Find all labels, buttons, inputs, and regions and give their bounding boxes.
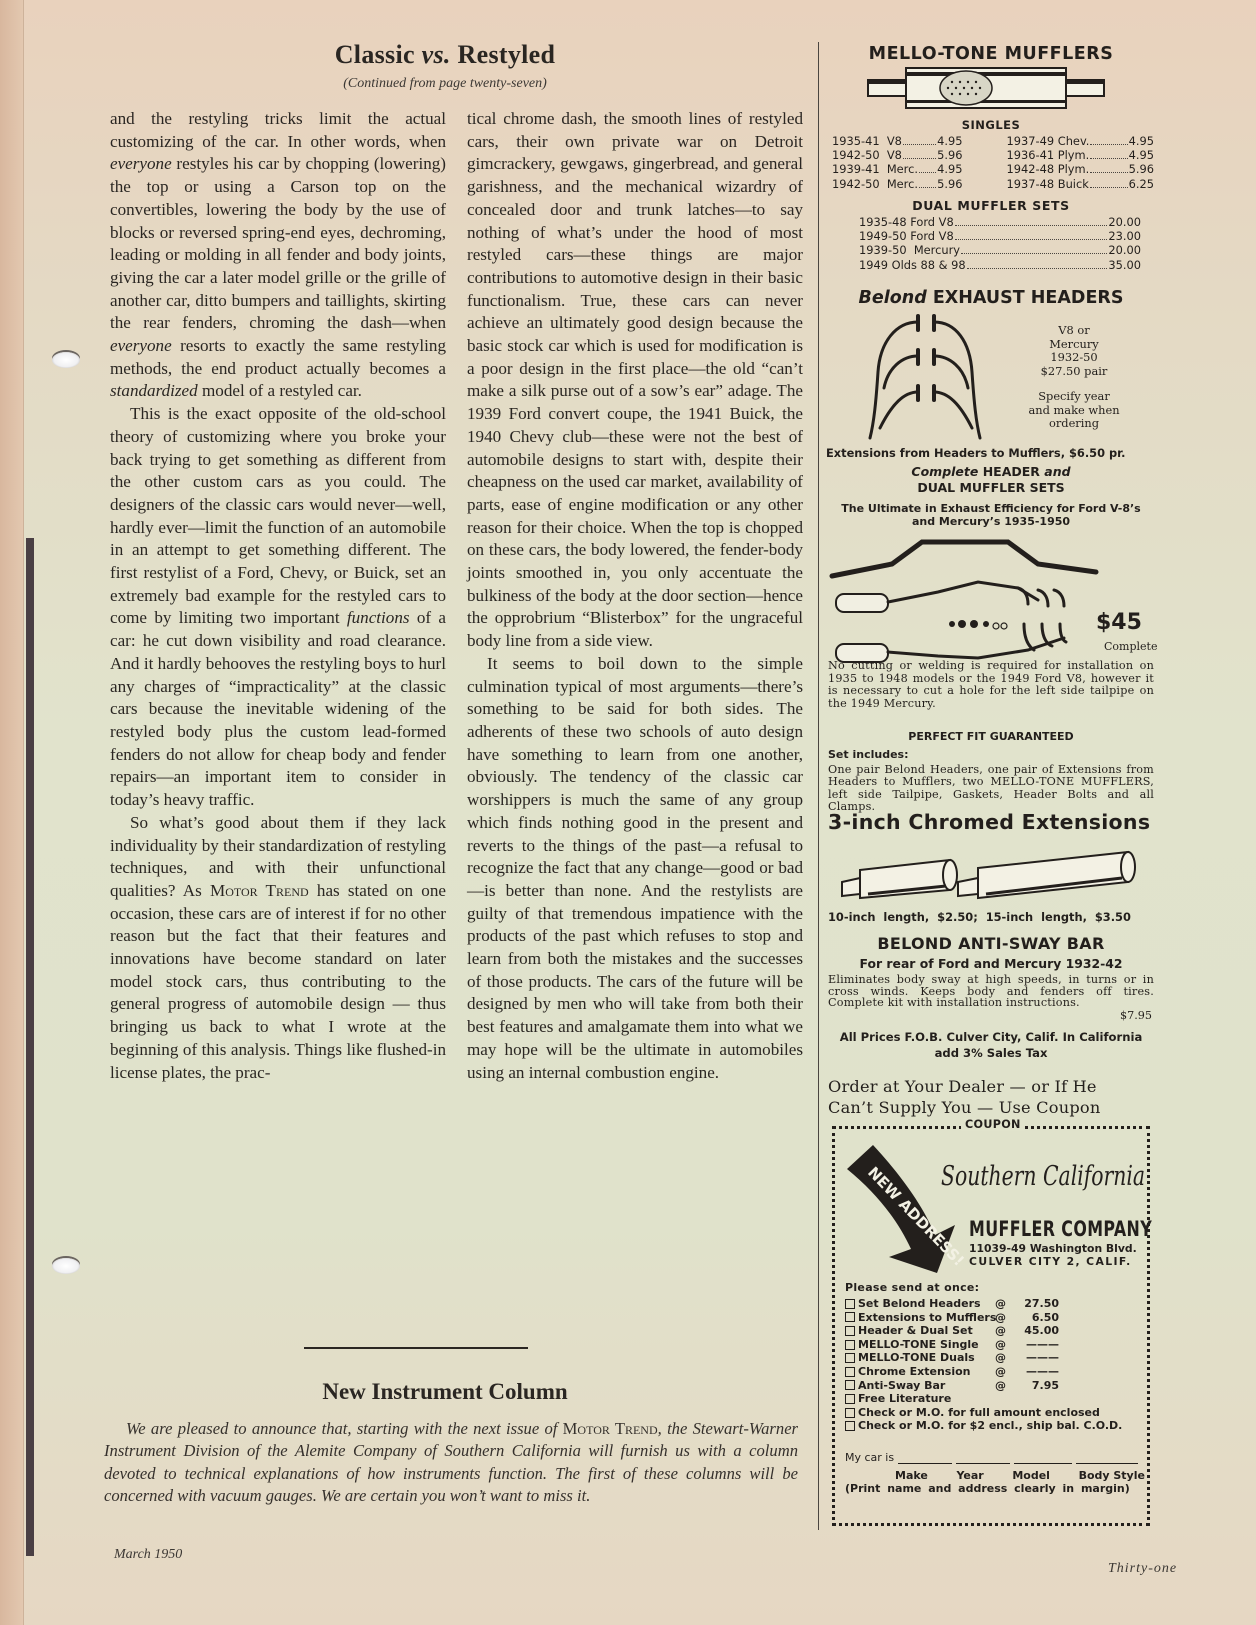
singles-cell (832, 177, 987, 191)
headers-specify-line: Specify year (1038, 389, 1110, 403)
price-entry (832, 148, 963, 162)
singles-cell (987, 148, 1154, 162)
coupon-item-at: @ (995, 1310, 1006, 1324)
singles-row (832, 162, 1154, 176)
car-model-blank[interactable] (1014, 1454, 1072, 1464)
article-continuation-note: (Continued from page twenty-seven) (343, 76, 547, 91)
checkbox[interactable] (845, 1408, 855, 1418)
emphasis-text: everyone (110, 336, 172, 356)
dot-leader (1090, 187, 1128, 188)
coupon-item-price: ——— (1026, 1364, 1059, 1378)
southern-california-script (939, 1151, 1149, 1211)
article-column-middle (467, 108, 803, 1084)
coupon-item[interactable] (845, 1406, 1145, 1420)
issue-date: March 1950 (114, 1547, 183, 1562)
singles-cell (832, 162, 987, 176)
entry-name: 1942-50 V8 (832, 148, 902, 163)
announcement-text-a: We are pleased to announce that, starting with the next issue of (126, 1419, 563, 1438)
checkbox[interactable] (845, 1312, 855, 1322)
page-number: Thirty-one (1108, 1561, 1178, 1576)
coupon-label: COUPON (961, 1118, 1025, 1131)
coupon-item-name: Free Literature (858, 1392, 952, 1406)
car-year-blank[interactable] (956, 1454, 1010, 1464)
article-paragraph (110, 108, 446, 403)
car-make-blank[interactable] (898, 1454, 952, 1464)
title-part-b: Restyled (457, 40, 556, 69)
headers-info-line: Mercury (1049, 336, 1099, 351)
punch-hole (52, 1258, 80, 1274)
singles-cell (832, 134, 987, 148)
chromed-extensions-illustration (838, 846, 1138, 906)
checkbox[interactable] (845, 1380, 855, 1390)
ultimate-line: and Mercury’s 1935-1950 (911, 515, 1071, 528)
print-instructions: (Print name and address clearly in margin) (845, 1482, 1130, 1495)
car-field-label: Model (1012, 1469, 1050, 1482)
anti-sway-price: $7.95 (1119, 1009, 1152, 1022)
article-column-left (110, 108, 446, 1084)
exhaust-headers-illustration (866, 312, 986, 444)
company-address (969, 1243, 1137, 1268)
checkbox[interactable] (845, 1353, 855, 1363)
coupon-item[interactable] (845, 1338, 1145, 1352)
coupon-item-at: @ (995, 1297, 1006, 1310)
emphasis-text: everyone (110, 154, 172, 174)
paragraph-text: tical chrome dash, the smooth lines of restyled cars, their own private war on Detroit gimcrackery, gewgaws, gingerbread, and general garishness, and the mechanical wizardry of concealed door and trunk latches—to say nothing of what’s under the hood of most restyled cars—these things are major contributions to automotive design in their basic functionalism. True, these cars can never achieve an ultimately good design because the basic stock car which is used for modification is a poor design in the first place—the old “can’t make a silk purse out of a sow’s ear” adage. The 1939 Ford convert coupe, the 1941 Buick, the 1940 Chevy club—these were not the best of automobile designs to start with, despite their cheapness on the used car market, availability of parts, ease of engine modification or any other reason for their choice. When the top is chopped on these cars, the body lowered, the fender-body joints smoothed in, you only accentuate the bulkiness of the body at the door section—hence the opprobrium “Blisterbox” for the ungraceful body line from a side view. (467, 109, 803, 651)
coupon-item-name: MELLO-TONE Single (858, 1337, 979, 1351)
price-entry (832, 162, 963, 176)
paragraph-text: has stated on one occasion, these cars are of interest if for no other reason but the fact that their features and innovations have become standard on later model stock cars, thus contributing to the general progress of automobile design — thus bringing us back to what I wrote at the beginning of this analysis. Things like flushed-in license plates, the prac- (110, 880, 446, 1082)
price-entry (1007, 148, 1154, 162)
entry-price: 20.00 (1108, 215, 1141, 229)
complete-word: Complete (911, 464, 979, 479)
title-part-a: Classic (334, 40, 415, 69)
dot-leader (919, 172, 936, 173)
coupon-item-name: Anti-Sway Bar (858, 1378, 946, 1392)
coupon-item-at: @ (995, 1324, 1006, 1338)
entry-name: 1939-50 Mercury (859, 243, 961, 258)
fob-note (826, 1030, 1156, 1061)
ultimate-line: The Ultimate in Exhaust Efficiency for Ford V-8’s (841, 502, 1141, 515)
coupon-item-name: Check or M.O. for $2 encl., ship bal. C.O.D. (858, 1419, 1123, 1433)
coupon-item-name: MELLO-TONE Duals (858, 1351, 975, 1365)
price-entry (1007, 162, 1154, 176)
entry-name: 1949 Olds 88 & 98 (859, 257, 966, 272)
checkbox[interactable] (845, 1421, 855, 1431)
coupon-item-at: @ (995, 1364, 1006, 1378)
coupon-item[interactable] (845, 1324, 1145, 1338)
coupon-item-name: Header & Dual Set (858, 1324, 973, 1338)
singles-heading: SINGLES (961, 118, 1021, 132)
dot-leader (961, 253, 1107, 254)
checkbox[interactable] (845, 1326, 855, 1336)
entry-name: 1949-50 Ford V8 (859, 229, 954, 244)
checkbox[interactable] (845, 1367, 855, 1377)
entry-name: 1939-41 Merc. (832, 162, 918, 177)
headers-price: $27.50 pair (1040, 363, 1108, 378)
dot-leader (1090, 158, 1127, 159)
price-entry (1007, 134, 1154, 148)
entry-price: 6.25 (1128, 176, 1154, 191)
headers-info (998, 324, 1150, 431)
coupon-item-price: 27.50 (1024, 1297, 1059, 1310)
headers-specify-line: and make when (1028, 402, 1120, 417)
entry-price: 5.96 (937, 148, 963, 163)
complete-set-heading (826, 464, 1156, 496)
car-body-style-blank[interactable] (1076, 1454, 1138, 1464)
car-field-label: Make (895, 1469, 928, 1482)
coupon-item-price: 45.00 (1024, 1324, 1059, 1338)
dual-muffler-heading: DUAL MUFFLER SETS (912, 198, 1070, 213)
coupon-order-list (845, 1297, 1145, 1433)
car-field-label: Body Style (1078, 1469, 1145, 1482)
dot-leader (903, 158, 936, 159)
car-field-label: Year (956, 1469, 984, 1482)
coupon-item-name: Set Belond Headers (858, 1297, 981, 1310)
entry-price: 5.96 (937, 176, 963, 191)
announcement-body (104, 1418, 798, 1508)
dot-leader (1090, 144, 1127, 145)
car-field-labels (895, 1469, 1145, 1482)
dot-leader (919, 187, 936, 188)
singles-cell (987, 162, 1154, 176)
emphasis-text: standardized (110, 381, 198, 401)
section-divider (304, 1347, 528, 1349)
paragraph-text: So what’s good about them if they lack individuality by their standardization of restyling techniques, and with their unfunctional qualities? As (110, 812, 446, 900)
southern-california-text: Southern California (941, 1161, 1145, 1192)
price-entry (832, 177, 963, 191)
paragraph-text: and the restyling tricks limit the actual customizing of the car. In other words, when (110, 109, 446, 151)
set-price-label: Complete (1104, 640, 1158, 653)
entry-price: 5.96 (1128, 162, 1154, 177)
headers-specify-line: ordering (1048, 416, 1100, 430)
header-word: HEADER (982, 464, 1040, 479)
coupon-item[interactable] (845, 1365, 1145, 1379)
coupon-item-name: Check or M.O. for full amount enclosed (858, 1405, 1100, 1419)
entry-price: 4.95 (1128, 148, 1154, 163)
order-coupon[interactable] (832, 1118, 1153, 1526)
price-entry (859, 215, 1141, 229)
column-rule (818, 42, 819, 1530)
magazine-name: Motor Trend (210, 880, 309, 900)
dual-muffler-sets-word: DUAL MUFFLER SETS (917, 480, 1065, 495)
anti-sway-subheading: For rear of Ford and Mercury 1932-42 (859, 956, 1123, 971)
singles-row (832, 177, 1154, 191)
extensions-price-line: Extensions from Headers to Mufflers, $6.50 pr. (826, 446, 1126, 460)
mellotone-title: MELLO-TONE MUFFLERS (868, 44, 1114, 64)
chromed-extensions-heading: 3-inch Chromed Extensions (828, 810, 1151, 834)
entry-name: 1935-48 Ford V8 (859, 215, 954, 229)
order-line: Order at Your Dealer — or If He (828, 1077, 1097, 1096)
order-line: Can’t Supply You — Use Coupon (828, 1098, 1101, 1117)
entry-name: 1942-50 Merc. (832, 176, 918, 191)
entry-name: 1937-48 Buick (1006, 176, 1089, 191)
headers-info-line: 1932-50 (1050, 350, 1098, 364)
complete-set-illustration (828, 538, 1098, 668)
extension-lengths-prices: 10-inch length, $2.50; 15-inch length, $3.50 (828, 910, 1131, 924)
entry-name: 1936-41 Plym. (1006, 148, 1090, 163)
coupon-item-name: Extensions to Mufflers (858, 1310, 997, 1324)
checkbox[interactable] (845, 1394, 855, 1404)
coupon-item[interactable] (845, 1351, 1145, 1365)
paragraph-text: restyles his car by chopping (lowering) the top or using a Carson top on the convertibles, lowering the body by the use of blocks or reversed spring-end eyes, dechroming, leading or molding in all fender and body joints, giving the car a later model grille or the grille of another car, ditto bumpers and taillights, skirting the rear fenders, chroming the dash—when (110, 154, 446, 333)
price-entry (1007, 177, 1154, 191)
coupon-item-price: 6.50 (1031, 1310, 1059, 1324)
singles-row (832, 148, 1154, 162)
announcement-brand: Motor Trend (562, 1419, 658, 1438)
dot-leader (1090, 172, 1127, 173)
emphasis-text: functions (346, 608, 410, 628)
coupon-item-price: 7.95 (1031, 1378, 1059, 1392)
set-includes-text: One pair Belond Headers, one pair of Extensions from Headers to Mufflers, two MELLO-TONE MUFFLERS, left side Tailpipe, Gaskets, Header Bolts and all Clamps. (828, 763, 1154, 814)
please-send-heading: Please send at once: (845, 1281, 980, 1294)
entry-name: 1935-41 V8 (832, 134, 902, 148)
singles-cell (987, 177, 1154, 191)
article-paragraph (110, 812, 446, 1084)
dot-leader (955, 239, 1108, 240)
price-entry (859, 243, 1141, 257)
coupon-item[interactable] (845, 1379, 1145, 1393)
announcement-title: New Instrument Column (322, 1379, 568, 1404)
coupon-item-at: @ (995, 1351, 1006, 1365)
coupon-item-at: @ (995, 1337, 1006, 1351)
entry-price: 4.95 (1128, 134, 1154, 148)
entry-price: 35.00 (1108, 257, 1141, 272)
announcement-text-b: , the Stewart-Warner Instrument Division of the Alemite Company of Southern California will furnish us with a column devoted to technical explanations of how instruments function. The first of these columns will be concerned with vacuum gauges. We are certain you won’t want to miss it. (104, 1419, 799, 1506)
exhaust-headers-label: EXHAUST HEADERS (932, 288, 1124, 308)
dual-muffler-price-list (859, 215, 1141, 272)
new-address-text: NEW ADDRESS! (864, 1163, 968, 1270)
paragraph-text: It seems to boil down to the simple culmination typical of most arguments—there’s something to be said for both sides. The adherents of these two schools of auto design have something to learn from one another, obviously. The tendency of the classic car worshippers is much the same of any group which finds nothing good in the present and reverts to the things of the past—a refusal to recognize the fact that any change—good or bad—is better than none. And the restylists are guilty of that tremendous impatience with the products of the past which refuses to stop and learn from both the mistakes and the successes of those products. The cars of the future will be designed by men who will take from both their best features and amalgamate them into what we may hope will be the ultimate in automobiles using an internal combustion engine. (467, 653, 803, 1082)
set-price: $45 (1096, 610, 1142, 635)
coupon-item-at: @ (995, 1378, 1006, 1392)
paragraph-text: model of a restyled car. (197, 381, 362, 401)
my-car-field[interactable] (845, 1451, 1145, 1464)
headers-info-line: V8 or (1058, 323, 1090, 337)
dot-leader (903, 144, 936, 145)
entry-price: 23.00 (1108, 229, 1141, 244)
belond-headers-heading (826, 288, 1156, 308)
punch-hole (52, 352, 80, 368)
and-word: and (1044, 464, 1071, 479)
singles-price-list (832, 134, 1154, 191)
entry-price: 4.95 (937, 134, 963, 148)
coupon-item-price: ——— (1026, 1337, 1059, 1351)
entry-price: 20.00 (1108, 243, 1141, 258)
article-paragraph (467, 653, 803, 1084)
set-includes-heading: Set includes: (828, 748, 909, 761)
coupon-item[interactable] (845, 1297, 1145, 1311)
singles-cell (832, 148, 987, 162)
muffler-illustration (866, 66, 1106, 110)
article-paragraph (467, 108, 803, 653)
price-entry (859, 229, 1141, 243)
checkbox[interactable] (845, 1299, 855, 1309)
perfect-fit-guarantee: PERFECT FIT GUARANTEED (908, 730, 1074, 743)
order-callout (828, 1076, 1156, 1118)
belond-brand: Belond (858, 288, 927, 308)
address-line: CULVER CITY 2, CALIF. (969, 1254, 1132, 1268)
singles-row (832, 134, 1154, 148)
fob-line: add 3% Sales Tax (934, 1045, 1048, 1060)
anti-sway-heading: BELOND ANTI-SWAY BAR (877, 934, 1105, 953)
entry-name: 1937-49 Chev. (1006, 134, 1090, 148)
title-vs: vs. (421, 40, 451, 69)
my-car-label: My car is (845, 1451, 895, 1464)
page-spine (0, 0, 24, 1625)
entry-price: 4.95 (937, 162, 963, 177)
article-paragraph (110, 403, 446, 812)
anti-sway-description: Eliminates body sway at high speeds, in turns or in cross winds. Keeps body and fenders off tires. Complete kit with installation instructions. (828, 973, 1154, 1010)
installation-note: No cutting or welding is required for installation on 1935 to 1948 models or the 1949 Ford V8, however it is necessary to cut a hole for the left side tailpipe on the 1949 Mercury. (828, 659, 1154, 710)
coupon-item[interactable] (845, 1392, 1145, 1406)
coupon-item[interactable] (845, 1419, 1145, 1433)
price-entry (832, 134, 963, 148)
coupon-item-name: Chrome Extension (858, 1364, 971, 1378)
address-line: 11039-49 Washington Blvd. (969, 1242, 1137, 1255)
paragraph-text: resorts to exactly the same restyling methods, the end product actually becomes a (110, 336, 446, 378)
coupon-item[interactable] (845, 1311, 1145, 1325)
paragraph-text: of a car: he cut down visibility and road clearance. And it hardly behooves the restyling boys to hurl any charges of “impracticality” at the classic cars because the inevitable widening of the restyled body plus the custom lead-formed fenders do not allow for cheap body and fender repairs—an important item to consider in today’s heavy traffic. (110, 608, 446, 810)
paragraph-text: This is the exact opposite of the old-school theory of customizing where you broke your back trying to get something as different from the other custom cars as you could. The designers of the classic cars would never—well, hardly ever—limit the function of an automobile in an attempt to get something different. The first restylist of a Ford, Chevy, or Buick, set an extremely bad example for the restyled cars to come by limiting two important (110, 404, 446, 628)
price-entry (859, 258, 1141, 272)
ultimate-tagline (826, 502, 1156, 528)
article-title (100, 40, 790, 70)
binding-strip (26, 538, 34, 1556)
entry-name: 1942-48 Plym. (1006, 162, 1090, 177)
dot-leader (955, 225, 1108, 226)
company-name: MUFFLER COMPANY (969, 1217, 1153, 1242)
dot-leader (967, 268, 1108, 269)
singles-cell (987, 134, 1154, 148)
checkbox[interactable] (845, 1340, 855, 1350)
fob-line: All Prices F.O.B. Culver City, Calif. In California (839, 1030, 1143, 1044)
coupon-item-price: ——— (1026, 1351, 1059, 1365)
